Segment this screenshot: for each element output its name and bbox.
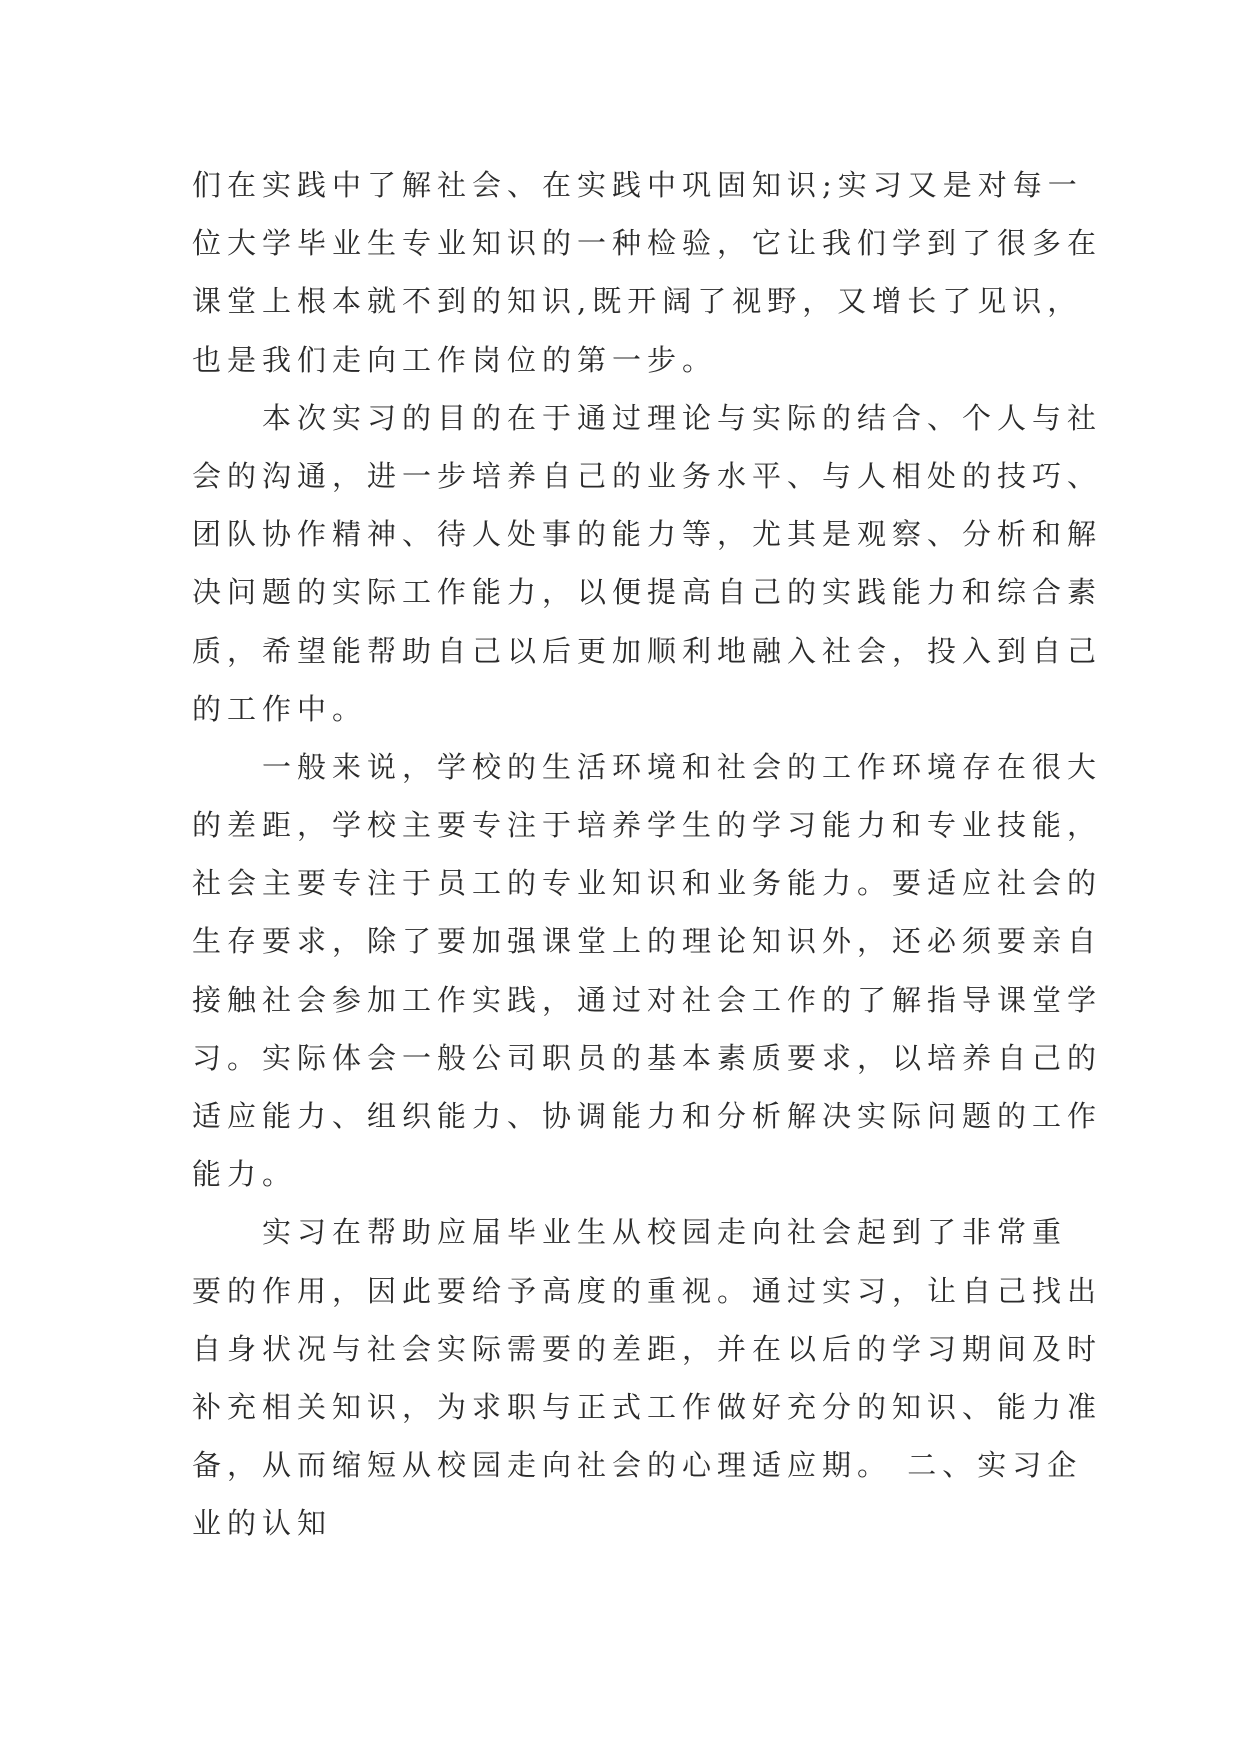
text-line: 社会主要专注于员工的专业知识和业务能力。要适应社会的 [192, 866, 1103, 901]
paragraph-4 [192, 1203, 1103, 1552]
text-line: 生存要求，除了要加强课堂上的理论知识外，还必须要亲自 [192, 924, 1103, 959]
text-line: 备，从而缩短从校园走向社会的心理适应期。 二、实习企 [192, 1448, 1083, 1483]
text-line: 适应能力、组织能力、协调能力和分析解决实际问题的工作 [192, 1099, 1103, 1133]
text-line: 决问题的实际工作能力，以便提高自己的实践能力和综合素 [192, 575, 1103, 610]
text-line: 的差距，学校主要专注于培养学生的学习能力和专业技能， [192, 808, 1103, 843]
text-line: 补充相关知识，为求职与正式工作做好充分的知识、能力准 [192, 1389, 1103, 1424]
document-page [192, 156, 1103, 1553]
text-line: 接触社会参加工作实践，通过对社会工作的了解指导课堂学 [192, 982, 1103, 1017]
text-line: 一般来说，学校的生活环境和社会的工作环境存在很大 [262, 749, 1103, 784]
text-line: 质，希望能帮助自己以后更加顺利地融入社会，投入到自己 [192, 633, 1103, 668]
text-line: 的工作中。 [192, 691, 368, 726]
text-line: 要的作用，因此要给予高度的重视。通过实习，让自己找出 [192, 1273, 1103, 1308]
text-line: 自身状况与社会实际需要的差距，并在以后的学习期间及时 [192, 1331, 1103, 1366]
text-line: 会的沟通，进一步培养自己的业务水平、与人相处的技巧、 [192, 458, 1103, 493]
text-line: 实习在帮助应届毕业生从校园走向社会起到了非常重 [262, 1215, 1068, 1250]
text-line: 位大学毕业生专业知识的一种检验，它让我们学到了很多在 [192, 226, 1103, 261]
text-line: 课堂上根本就不到的知识,既开阔了视野，又增长了见识， [192, 284, 1083, 319]
paragraph-3 [192, 738, 1103, 1204]
text-line: 能力。 [192, 1157, 298, 1192]
text-line: 也是我们走向工作岗位的第一步。 [192, 342, 718, 377]
text-line: 团队协作精神、待人处事的能力等，尤其是观察、分析和解 [192, 517, 1103, 552]
paragraph-1 [192, 156, 1103, 389]
text-line: 们在实践中了解社会、在实践中巩固知识;实习又是对每一 [192, 168, 1083, 202]
text-line: 本次实习的目的在于通过理论与实际的结合、个人与社 [262, 400, 1103, 435]
paragraph-2 [192, 389, 1103, 738]
text-line: 业的认知 [192, 1506, 333, 1541]
text-line: 习。实际体会一般公司职员的基本素质要求，以培养自己的 [192, 1040, 1103, 1075]
